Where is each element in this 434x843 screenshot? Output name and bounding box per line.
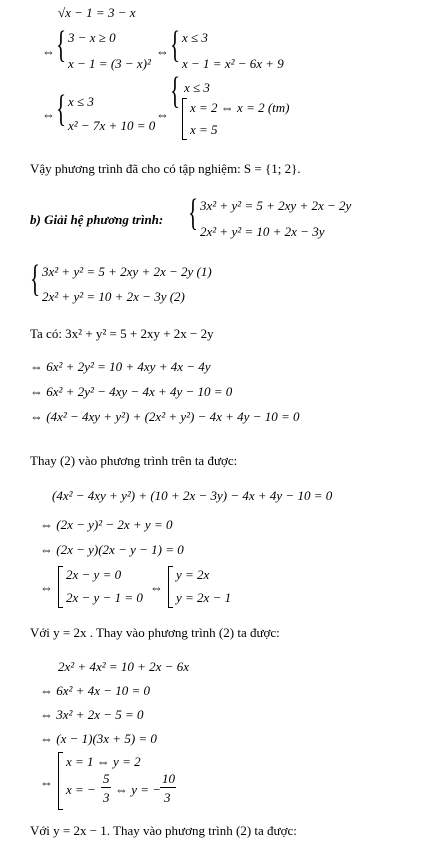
brace-6: { bbox=[30, 258, 41, 300]
step-14: ⇔ (2x − y)(2x − y − 1) = 0 bbox=[40, 542, 184, 557]
sys-6-line2: 2x² + y² = 10 + 2x − 3y (2) bbox=[42, 289, 185, 304]
brace-5: { bbox=[188, 192, 199, 234]
arrow-3b: ⇔ bbox=[156, 107, 169, 122]
sys-15b-line1: y = 2x bbox=[176, 567, 210, 582]
step-19: ⇔ 3x² + 2x − 5 = 0 bbox=[40, 707, 144, 722]
frac-5-num: 5 bbox=[103, 771, 110, 786]
conclusion-a: Vậy phương trình đã cho có tập nghiệm: S = {1; 2}. bbox=[30, 161, 301, 176]
brace-3a: { bbox=[56, 88, 67, 130]
sys-2a-line2: x − 1 = (3 − x)² bbox=[68, 56, 151, 71]
ta-co-line: Ta có: 3x² + y² = 5 + 2xy + 2x − 2y bbox=[30, 326, 214, 341]
arrow-15a: ⇔ bbox=[40, 580, 53, 595]
frac-10-num: 10 bbox=[162, 771, 175, 786]
brace-2a: { bbox=[56, 24, 67, 66]
sys-5-line1: 3x² + y² = 5 + 2xy + 2x − 2y bbox=[200, 198, 352, 213]
sys-3b-line1: x ≤ 3 bbox=[184, 80, 210, 95]
step-18: ⇔ 6x² + 4x − 10 = 0 bbox=[40, 683, 151, 698]
frac-10-bar bbox=[160, 787, 176, 788]
arrow-15b: ⇔ bbox=[150, 580, 163, 595]
equation-sqrt bbox=[58, 5, 136, 21]
arrow-2a: ⇔ bbox=[42, 44, 55, 59]
arrow-3a: ⇔ bbox=[42, 107, 55, 122]
step-12: (4x² − 4xy + y²) + (10 + 2x − 3y) − 4x + 4y − 10 = 0 bbox=[52, 488, 333, 503]
step-9: ⇔ 6x² + 2y² − 4xy − 4x + 4y − 10 = 0 bbox=[30, 384, 233, 399]
sys-2b-line1: x ≤ 3 bbox=[182, 30, 208, 45]
sys-21-x-prefix: x = − bbox=[66, 782, 96, 797]
arrow-21: ⇔ bbox=[40, 775, 53, 790]
sys-21-line1: x = 1 ⇔ y = 2 bbox=[66, 754, 141, 769]
bracket-3b bbox=[182, 98, 187, 140]
bracket-21 bbox=[58, 752, 63, 810]
sys-3a-line2: x² − 7x + 10 = 0 bbox=[68, 118, 156, 133]
sys-15a-line2: 2x − y − 1 = 0 bbox=[66, 590, 143, 605]
frac-5-den: 3 bbox=[103, 790, 110, 805]
sys-21-y-prefix: ⇔ y = − bbox=[115, 782, 162, 797]
sys-2b-line2: x − 1 = x² − 6x + 9 bbox=[182, 56, 284, 71]
step-20: ⇔ (x − 1)(3x + 5) = 0 bbox=[40, 731, 157, 746]
part-b-heading: b) Giải hệ phương trình: bbox=[30, 212, 164, 227]
sys-2a-line1: 3 − x ≥ 0 bbox=[68, 30, 116, 45]
case-y-2x-minus-1: Với y = 2x − 1. Thay vào phương trình (2) ta được: bbox=[30, 823, 297, 838]
step-8: ⇔ 6x² + 2y² = 10 + 4xy + 4x − 4y bbox=[30, 359, 211, 374]
sys-15b-line2: y = 2x − 1 bbox=[176, 590, 232, 605]
bracket-15a bbox=[58, 566, 63, 608]
step-13: ⇔ (2x − y)² − 2x + y = 0 bbox=[40, 517, 173, 532]
sys-3b-line3: x = 5 bbox=[190, 122, 218, 137]
equation-sqrt-text: √x − 1 = 3 − x bbox=[58, 5, 136, 20]
frac-5-bar bbox=[101, 787, 111, 788]
substitute-2-line: Thay (2) vào phương trình trên ta được: bbox=[30, 453, 238, 468]
arrow-2b: ⇔ bbox=[156, 44, 169, 59]
sys-6-line1: 3x² + y² = 5 + 2xy + 2x − 2y (1) bbox=[42, 264, 212, 279]
brace-3b: { bbox=[170, 70, 181, 112]
sys-5-line2: 2x² + y² = 10 + 2x − 3y bbox=[200, 224, 325, 239]
sys-3a-line1: x ≤ 3 bbox=[68, 94, 94, 109]
sys-15a-line1: 2x − y = 0 bbox=[66, 567, 122, 582]
sys-3b-line2: x = 2 ⇔ x = 2 (tm) bbox=[190, 100, 290, 115]
case-y-2x: Với y = 2x . Thay vào phương trình (2) ta được: bbox=[30, 625, 280, 640]
frac-10-den: 3 bbox=[164, 790, 171, 805]
brace-2b: { bbox=[170, 24, 181, 66]
bracket-15b bbox=[168, 566, 173, 608]
step-10: ⇔ (4x² − 4xy + y²) + (2x² + y²) − 4x + 4y − 10 = 0 bbox=[30, 409, 300, 424]
step-17: 2x² + 4x² = 10 + 2x − 6x bbox=[58, 659, 189, 674]
